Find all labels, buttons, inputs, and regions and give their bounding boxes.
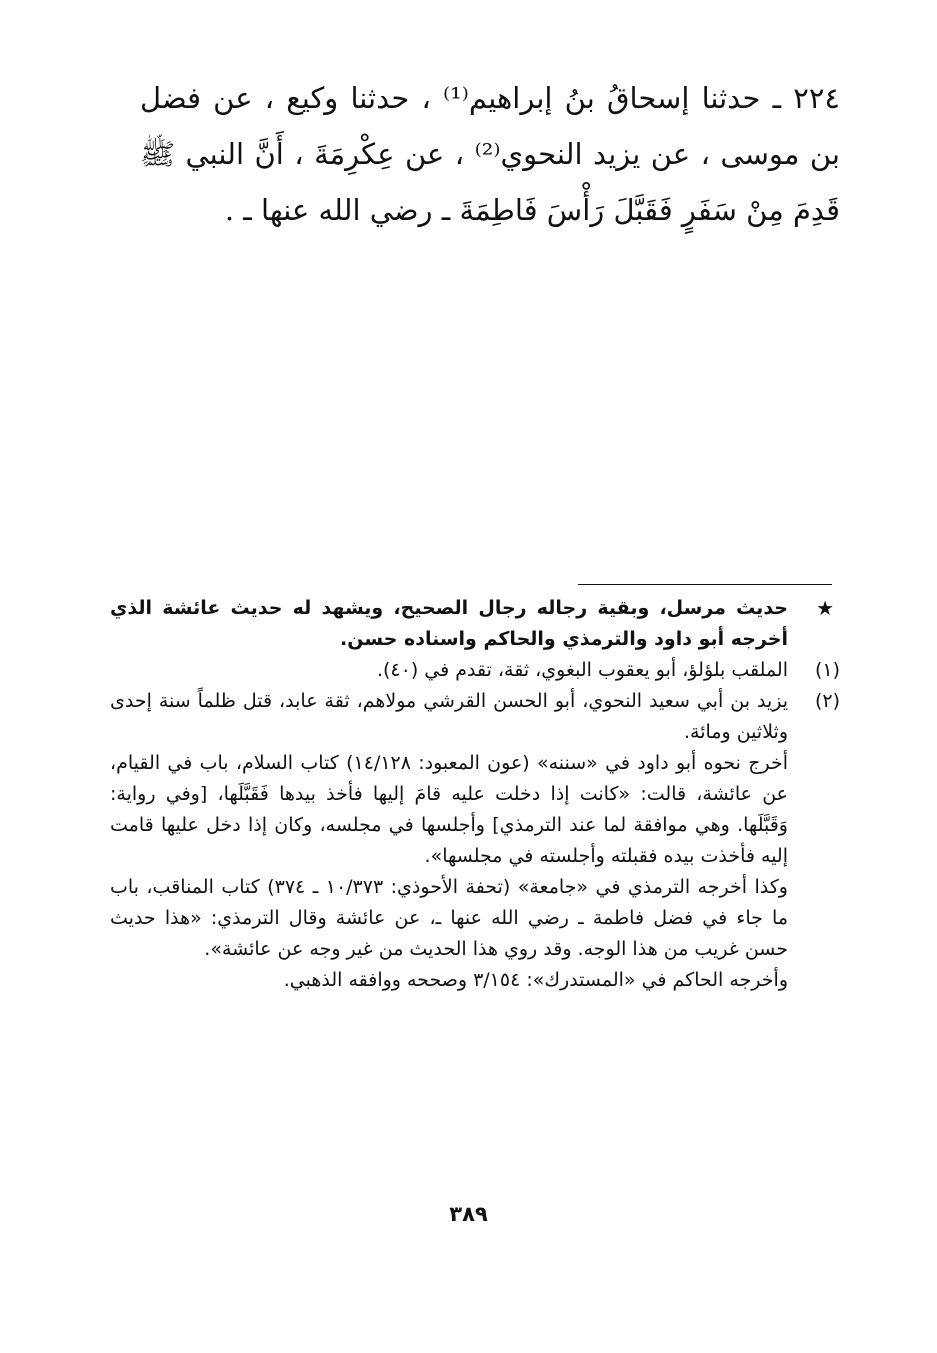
hadith-text: ٢٢٤ ـ حدثنا إسحاقُ بنُ إبراهيم⁽¹⁾ ، حدثنا وكيع ، عن فضل بن موسى ، عن يزيد النحوي⁽²⁾ ، عن عِكْرِمَةَ ، أَنَّ النبي ﷺ قَدِمَ مِنْ سَفَرٍ فَقَبَّلَ رَأْسَ فَاطِمَةَ ـ رضي الله عنها ـ . [140, 81, 841, 227]
footnote-2-para-hakim: وأخرجه الحاكم في «المستدرك»: ٣/١٥٤ وصححه ووافقه الذهبي. [283, 969, 788, 991]
footnote-1 [110, 655, 840, 686]
footnote-2-para-abudawud: أخرج نحوه أبو داود في «سننه» (عون المعبود: ١٤/١٢٨) كتاب السلام، باب في القيام، عن عائشة، قالت: «كانت إذا دخلت عليه قامَ إليها فأخذ بيدها فَقَبَّلَها، [وفي رواية: وَقَبَّلَها. وهي موافقة لما عند الترمذي] وأجلسها في مجلسه، وكان إذا دخل عليها قامت إليه فأخذت بيده فقبلته وأجلسته في مجلسها». [110, 752, 788, 867]
footnote-1-mark: (١) [814, 659, 840, 681]
star-icon: ★ [816, 596, 834, 620]
page-number: ٣٨٩ [449, 1202, 488, 1226]
footnote-2-mark: (٢) [814, 690, 840, 712]
footnote-2-text: يزيد بن أبي سعيد النحوي، أبو الحسن القرشي مولاهم، ثقة عابد، قتل ظلماً سنة إحدى وثلاثين ومائة. [110, 690, 788, 743]
footnote-star-text: حديث مرسل، وبقية رجاله رجال الصحيح، ويشهد له حديث عائشة الذي أخرجه أبو داود والترمذي والحاكم واسناده حسن. [110, 597, 788, 650]
footnote-1-text: الملقب بلؤلؤ، أبو يعقوب البغوي، ثقة، تقدم في (٤٠). [376, 659, 788, 681]
footnote-separator [578, 584, 832, 585]
footnote-2-para-tirmidhi: وكذا أخرجه الترمذي في «جامعة» (تحفة الأحوذي: ١٠/٣٧٣ ـ ٣٧٤) كتاب المناقب، باب ما جاء في فضل فاطمة ـ رضي الله عنها ـ، عن عائشة وقال الترمذي: «هذا حديث حسن غريب من هذا الوجه. وقد روي هذا الحديث من غير وجه عن عائشة». [110, 876, 788, 960]
footnote-2 [110, 686, 840, 996]
footnotes [110, 593, 840, 996]
footnote-star [110, 593, 840, 655]
